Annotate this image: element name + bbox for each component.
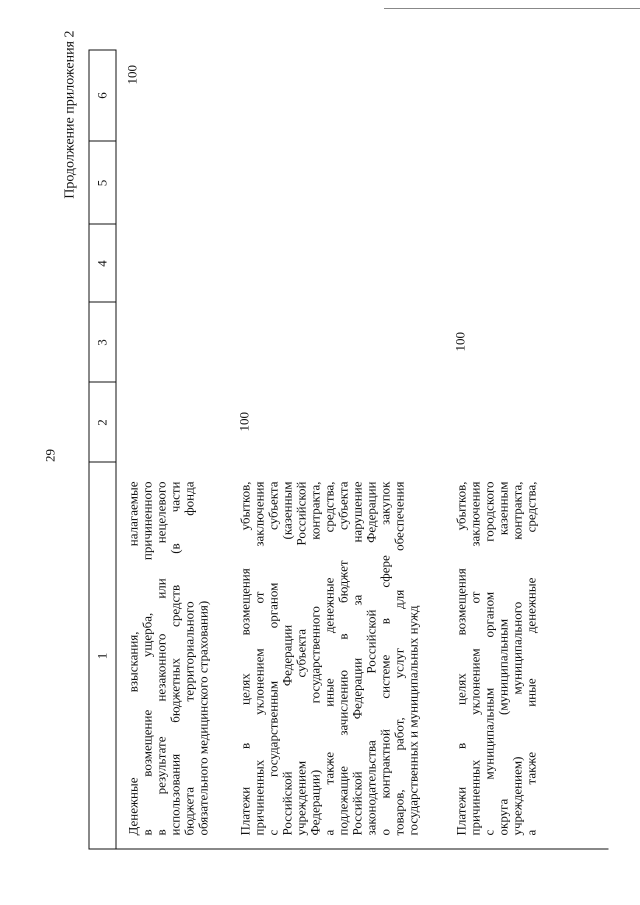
text-line: товаров, работ, услуг для обеспечения <box>391 481 406 835</box>
row-3-description <box>454 481 538 835</box>
text-line: Платежи в целях возмещения убытков, <box>237 481 252 835</box>
header-col-2: 2 <box>94 418 109 426</box>
text-line: в возмещение ущерба, причиненного <box>139 481 154 835</box>
text-line: Российской Федерации (казенным <box>279 481 294 835</box>
text-line: законодательства Российской Федерации <box>363 481 378 835</box>
text-line: подлежащие зачислению в бюджет субъекта <box>335 481 350 835</box>
text-line: с государственным органом субъекта <box>265 481 280 835</box>
text-line: причиненных уклонением от заключения <box>467 481 482 835</box>
header-col-4: 4 <box>94 259 109 267</box>
text-line: Платежи в целях возмещения убытков, <box>453 481 468 835</box>
header-col-5: 5 <box>94 179 109 186</box>
text-line: с муниципальным органом городского <box>481 481 496 835</box>
header-col-3: 3 <box>94 338 109 346</box>
column-divider <box>88 381 115 382</box>
table-top-border <box>88 49 89 849</box>
text-line: учреждением субъекта Российской <box>293 481 308 835</box>
text-line: бюджета территориального фонда <box>181 481 196 835</box>
column-divider <box>88 301 115 302</box>
text-line: причиненных уклонением от заключения <box>251 481 266 835</box>
column-divider <box>88 223 115 224</box>
text-line: обязательного медицинского страхования) <box>195 600 210 835</box>
header-col-1: 1 <box>94 652 109 659</box>
text-line: Российской Федерации за нарушение <box>349 481 364 835</box>
text-line: Федерации) государственного контракта, <box>307 481 322 835</box>
column-divider <box>88 461 115 462</box>
text-line: в результате незаконного или нецелевого <box>153 481 168 835</box>
row-1-col-6-value: 100 <box>124 64 139 84</box>
page-number: 29 <box>42 448 57 462</box>
budget-table <box>88 49 608 849</box>
text-line: учреждением) муниципального контракта, <box>509 481 524 835</box>
row-2-description <box>238 481 420 835</box>
row-2-col-2-value: 100 <box>236 411 251 431</box>
continuation-label: Продолжение приложения 2 <box>62 30 77 199</box>
text-line: Денежные взыскания, налагаемые <box>125 481 140 835</box>
table-right-border <box>88 49 115 50</box>
text-line: а также иные денежные средства, <box>321 481 336 835</box>
row-1-description <box>126 481 210 835</box>
text-line: о контрактной системе в сфере закупок <box>377 481 392 835</box>
row-3-col-3-value: 100 <box>452 331 467 351</box>
header-col-6: 6 <box>94 91 109 99</box>
text-line: государственных и муниципальных нужд <box>405 604 420 835</box>
column-divider <box>88 140 115 141</box>
text-line: округа (муниципальным казенным <box>495 481 510 835</box>
text-line: а также иные денежные средства, <box>523 481 538 835</box>
table-left-border <box>88 848 608 849</box>
header-bottom-border <box>115 49 116 849</box>
text-line: использования бюджетных средств (в части <box>167 481 182 835</box>
